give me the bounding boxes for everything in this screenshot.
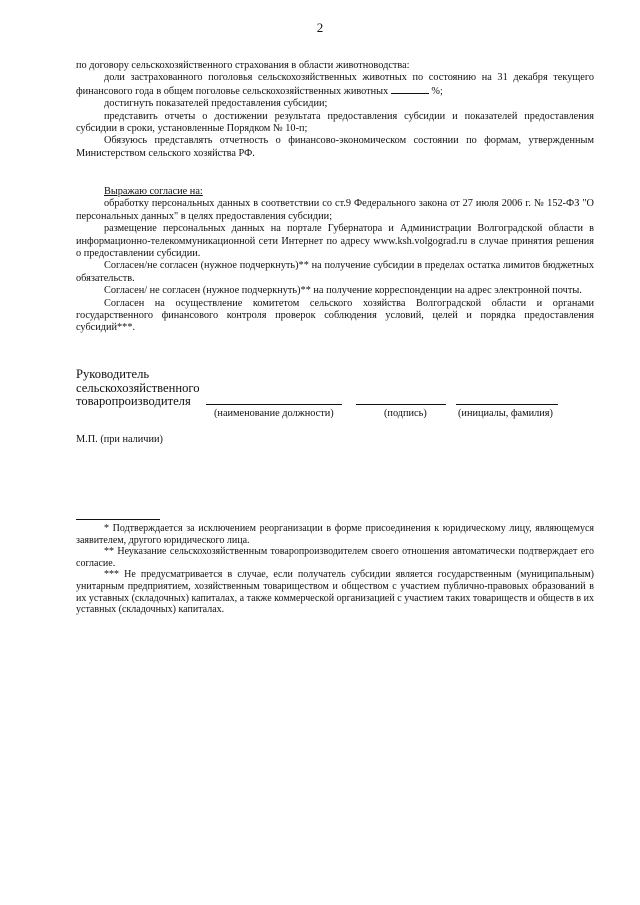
paragraph-insurance: по договору сельскохозяйственного страхования в области животноводства: (76, 60, 410, 71)
consent-inspections: Согласен на осуществление комитетом сельского хозяйства Волгоградской области и органами государственного финансового контроля проверок соблюдения условий, целей и порядка предоставления субсидий***. (76, 297, 594, 334)
percent-blank-field (391, 85, 429, 94)
signatory-line-2: сельскохозяйственного (76, 380, 200, 395)
position-signature-line (206, 404, 342, 405)
percent-sign: %; (431, 85, 443, 97)
consent-block (76, 186, 594, 335)
footnotes-block (76, 523, 594, 616)
insured-share-text: доли застрахованного поголовья сельскохозяйственных животных по состоянию на 31 декабря текущего финансового года в общем поголовье сельскохозяйственных животных (76, 72, 594, 97)
signature-line (356, 404, 446, 405)
footnote-2: ** Неуказание сельскохозяйственным товаропроизводителем своего отношения автоматически подтверждает его согласие. (76, 546, 594, 569)
paragraph-reports: представить отчеты о достижении результата предоставления субсидии и показателей предоставления субсидии в сроки, установленные Порядком № 10-п; (76, 110, 594, 135)
consent-email: Согласен/ не согласен (нужное подчеркнуть)** на получение корреспонденции на адрес электронной почты. (104, 285, 582, 297)
consent-heading (76, 186, 594, 198)
position-label: (наименование должности) (214, 408, 334, 419)
name-label: (инициалы, фамилия) (458, 408, 553, 419)
signatory-line-1: Руководитель (76, 367, 150, 381)
signatory-line-3: товаропроизводителя (76, 394, 191, 408)
paragraph-indicators: достигнуть показателей предоставления субсидии; (104, 98, 328, 110)
name-signature-line (456, 404, 558, 405)
consent-personal-data: обработку персональных данных в соответствии со ст.9 Федерального закона от 27 июля 2006 г. № 152-ФЗ "О персональных данных" в целях предоставления субсидии; (76, 198, 594, 222)
footnote-1: * Подтверждается за исключением реорганизации в форме присоединения к юридическому лицу, являющемуся заявителем, другого юридического лица. (76, 523, 594, 546)
signature-label: (подпись) (384, 408, 427, 419)
consent-heading-text: Выражаю согласие на: (104, 186, 203, 197)
footnote-divider (76, 519, 160, 520)
signatory-title (76, 368, 200, 409)
consent-publication: размещение персональных данных на портале Губернатора и Администрации Волгоградской области в информационно-телекоммуникационной сети Интернет по адресу www.ksh.volgograd.ru в случае принятия решения о предоставлении субсидии. (76, 223, 594, 260)
page-number: 2 (316, 20, 324, 35)
paragraph-reporting: Обязуюсь представлять отчетность о финансово-экономическом состоянии по формам, утвержденным Министерством сельского хозяйства РФ. (76, 135, 594, 159)
paragraph-insured-share (76, 72, 594, 98)
obligations-block (76, 60, 594, 160)
footnote-3: *** Не предусматривается в случае, если получатель субсидии является государственным (муниципальным) унитарным предприятием, хозяйственным товариществом и обществом с участием публично-правовых образований в их уставных (складочных) капиталах, а также коммерческой организацией с участием таких товариществ и обществ в их уставных (складочных) капиталах. (76, 569, 594, 616)
consent-budget-limits: Согласен/не согласен (нужное подчеркнуть)** на получение субсидии в пределах остатка лимитов бюджетных обязательств. (76, 260, 594, 284)
stamp-place: М.П. (при наличии) (76, 434, 163, 445)
